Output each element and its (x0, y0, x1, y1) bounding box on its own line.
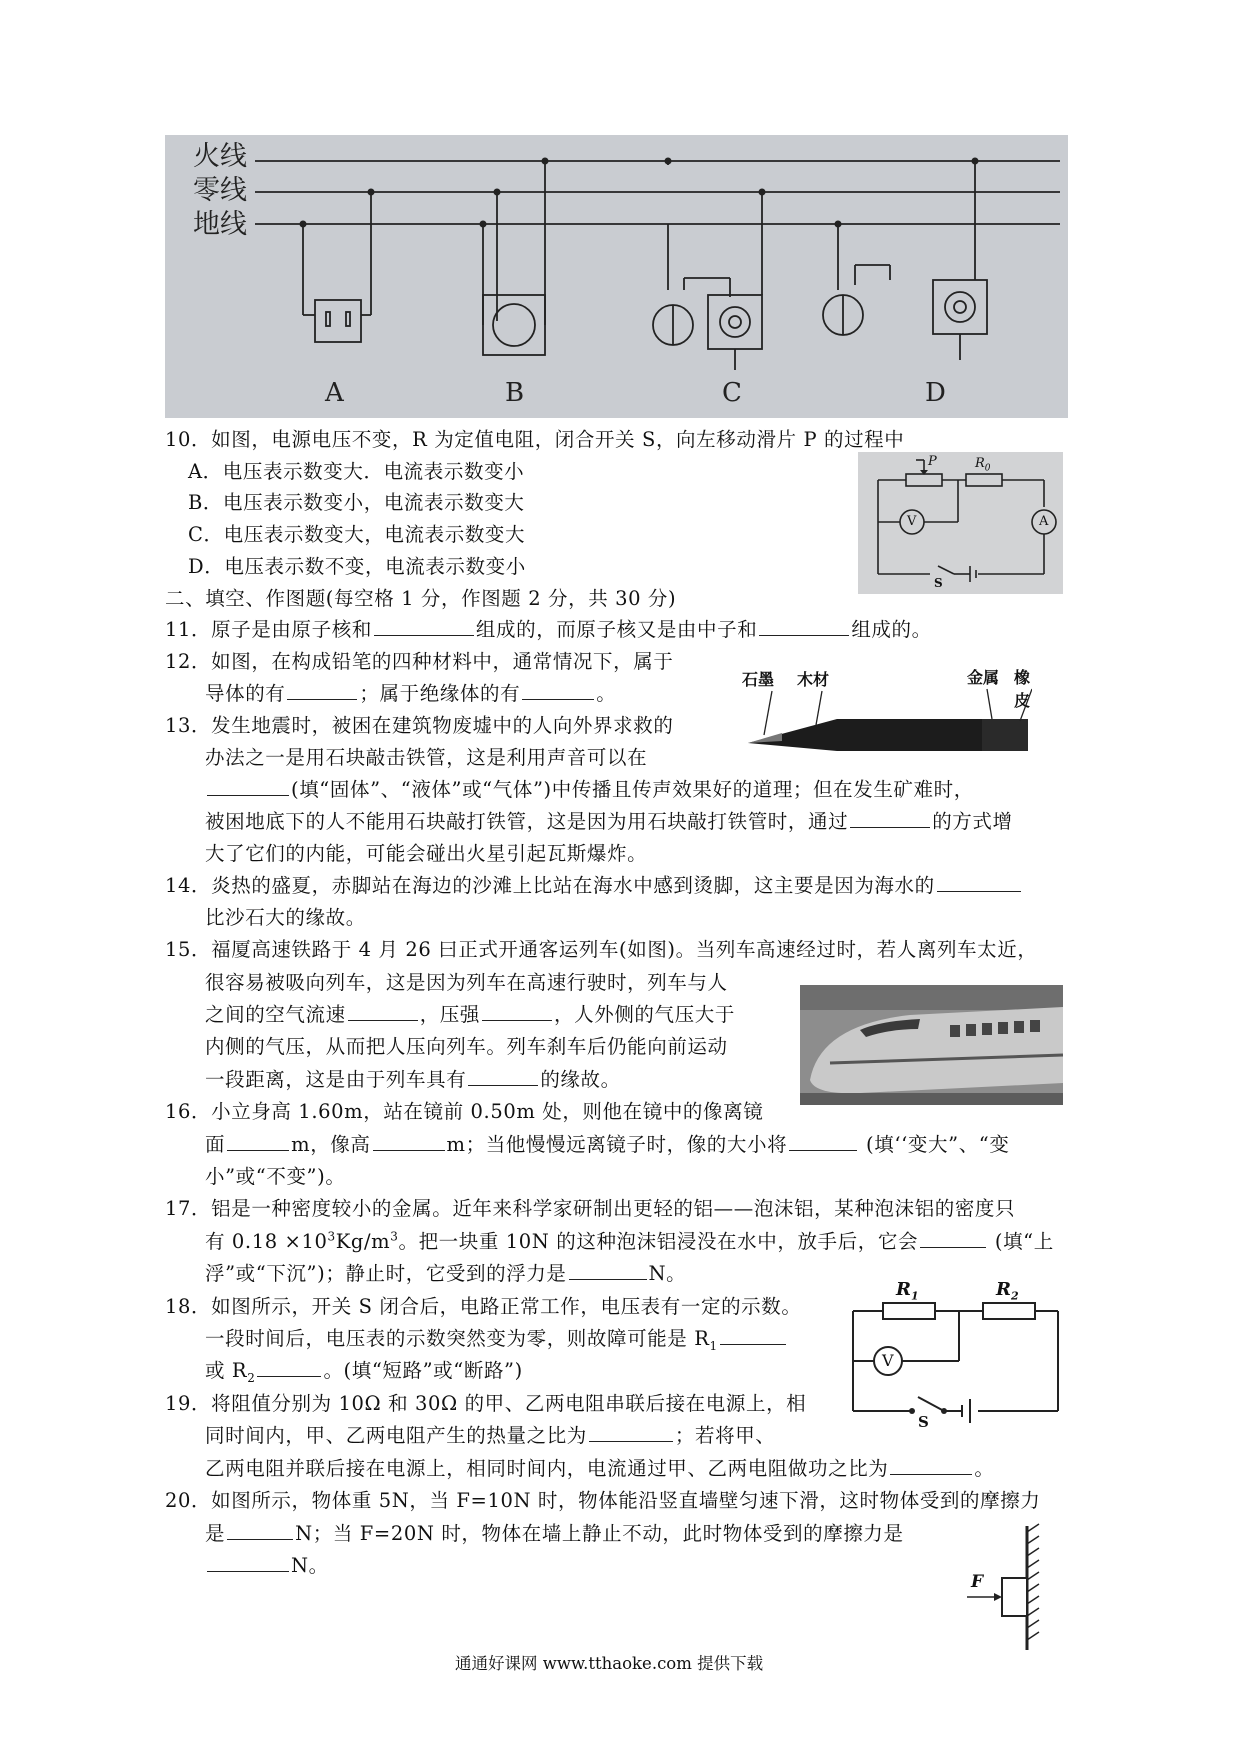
q18-blank-2[interactable] (257, 1358, 321, 1377)
q12-pencil-figure (742, 665, 1032, 755)
q19-line-1: 19．将阻值分别为 10Ω 和 30Ω 的甲、乙两电阻串联后接在电源上，相 (165, 1392, 807, 1415)
q18-line-3 (205, 1356, 523, 1386)
q18-circuit-figure (848, 1279, 1063, 1433)
q11-part-a: 11．原子是由原子核和 (165, 618, 372, 641)
q18-blank-1[interactable] (720, 1326, 786, 1345)
q19-blank-2[interactable] (890, 1456, 972, 1475)
q15-line-1: 15．福厦高速铁路于 4 月 26 曰正式开通客运列车(如图)。当列车高速经过时，若人离列车太近， (165, 938, 1038, 961)
q19-line-2 (205, 1421, 775, 1451)
option-label-d: D (925, 378, 946, 408)
q19-part-3b: 。 (974, 1457, 995, 1480)
q15-part-3a: 之间的空气流速 (205, 1003, 346, 1026)
wire-label-neutral: 零线 (193, 175, 247, 206)
q13-line-2: 办法之一是用石块敲击铁管，这是利用声音可以在 (205, 746, 648, 769)
q13-line-4 (205, 807, 1013, 837)
q10-option-a: A．电压表示数变大．电流表示数变小 (188, 460, 525, 483)
q13-blank-1[interactable] (207, 777, 289, 796)
q20-label-f: F (971, 1572, 984, 1592)
q17-line-2 (205, 1227, 1054, 1257)
q13-part-4a: 被困地底下的人不能用石块敲打铁管，这是因为用石块敲打铁管时，通过 (205, 810, 849, 833)
q15-blank-1[interactable] (348, 1002, 418, 1021)
q16-part-2d: (填‘‘变大”、“变 (859, 1133, 1010, 1156)
q13-part-4b: 的方式增 (932, 810, 1013, 833)
q12-blank-2[interactable] (522, 681, 594, 700)
q10-option-c: C．电压表示数变大，电流表示数变大 (188, 523, 526, 546)
q17-line-3 (205, 1259, 686, 1289)
q20-wall-figure (965, 1522, 1045, 1654)
q18-label-r1-sub: 1 (910, 1289, 919, 1303)
q20-line-1: 20．如图所示，物体重 5N，当 F=10N 时，物体能沿竖直墙壁匀速下滑，这时物体受到的摩擦力 (165, 1489, 1041, 1512)
q18-part-3a: 或 R (205, 1359, 248, 1382)
q15-line-4: 内侧的气压，从而把人压向列车。列车刹车后仍能向前运动 (205, 1035, 728, 1058)
q17-part-3a: 浮”或“下沉”)；静止时，它受到的浮力是 (205, 1262, 567, 1285)
q14-line-1 (165, 871, 1023, 901)
q20-blank-2[interactable] (207, 1553, 289, 1572)
pencil-label-metal: 金属 (967, 668, 1000, 687)
q12-part-a: 导体的有 (205, 682, 286, 705)
q15-line-3 (205, 1000, 735, 1030)
q17-sup-2: 3 (390, 1229, 399, 1244)
q12-line-1: 12．如图，在构成铅笔的四种材料中，通常情况下，属于 (165, 650, 674, 673)
q10-label-a: A (1039, 514, 1049, 529)
q19-line-3 (205, 1454, 995, 1484)
q10-label-p: P (928, 454, 937, 469)
q15-part-5a: 一段距离，这是由于列车具有 (205, 1068, 467, 1091)
pencil-label-graphite: 石墨 (742, 670, 775, 689)
option-label-c: C (722, 378, 742, 408)
q15-part-3c: ，人外侧的气压大于 (554, 1003, 735, 1026)
q12-part-b: ；属于绝缘体的有 (359, 682, 521, 705)
q20-part-2a: 是 (205, 1522, 226, 1545)
q18-part-3b: 。(填“短路”或“断路”) (323, 1359, 523, 1382)
q12-blank-1[interactable] (287, 681, 357, 700)
q10-option-d: D．电压表示数不变，电流表示数变小 (188, 555, 526, 578)
q20-blank-1[interactable] (227, 1521, 293, 1540)
q14-line-2: 比沙石大的缘故。 (205, 906, 366, 929)
q18-label-r2-main: R (996, 1279, 1011, 1300)
wire-label-ground: 地线 (193, 209, 247, 240)
q16-blank-1[interactable] (227, 1132, 289, 1151)
q18-label-r1 (896, 1279, 919, 1303)
q17-sup-1: 3 (327, 1229, 336, 1244)
q18-line-2 (205, 1324, 788, 1354)
q18-label-v: V (882, 1351, 894, 1370)
option-label-a: A (325, 378, 344, 408)
q17-part-3b: N。 (648, 1262, 687, 1285)
q16-part-2c: m；当他慢慢远离镜子时，像的大小将 (446, 1133, 788, 1156)
q12-part-c: 。 (596, 682, 617, 705)
q18-label-s: S (918, 1413, 929, 1431)
q16-line-1: 16．小立身高 1.60m，站在镜前 0.50m 处，则他在镜中的像离镜 (165, 1100, 764, 1123)
pencil-label-eraser: 橡皮 (1014, 668, 1031, 710)
q11-part-b: 组成的，而原子核又是由中子和 (475, 618, 758, 641)
q13-line-1: 13．发生地震时，被困在建筑物废墟中的人向外界求救的 (165, 714, 674, 737)
q10-circuit-figure (858, 452, 1063, 594)
pencil-label-wood: 木材 (797, 670, 830, 689)
q17-line-1: 17．铝是一种密度较小的金属。近年来科学家研制出更轻的铝——泡沫铝，某种泡沫铝的密度只 (165, 1197, 1016, 1220)
q13-line-3 (205, 775, 974, 805)
q10-label-v: V (907, 514, 917, 529)
q20-line-3 (205, 1551, 329, 1581)
q11-part-c: 组成的。 (851, 618, 932, 641)
q15-train-photo (800, 985, 1063, 1105)
q15-blank-2[interactable] (482, 1002, 552, 1021)
q17-part-2b: Kg/m (335, 1230, 391, 1253)
q14-blank-1[interactable] (937, 873, 1021, 892)
q15-line-5 (205, 1065, 621, 1095)
q15-part-3b: ，压强 (419, 1003, 481, 1026)
q11-blank-1[interactable] (374, 617, 474, 636)
q16-part-2b: m，像高 (291, 1133, 371, 1156)
q16-line-3: 小”或“不变”)。 (205, 1165, 346, 1188)
q17-part-2d: (填“上 (988, 1230, 1054, 1253)
q17-part-2c: 。把一块重 10N 的这种泡沫铝浸没在水中，放手后，它会 (398, 1230, 919, 1253)
q20-part-2b: N；当 F=20N 时，物体在墙上静止不动，此时物体受到的摩擦力是 (295, 1522, 904, 1545)
q15-part-5b: 的缘故。 (540, 1068, 621, 1091)
q18-sub-2: 2 (247, 1370, 256, 1385)
q13-line-5: 大了它们的内能，可能会碰出火星引起瓦斯爆炸。 (205, 842, 648, 865)
q19-blank-1[interactable] (589, 1423, 673, 1442)
q17-part-2a: 有 0.18 ×10 (205, 1230, 328, 1253)
q18-label-r2-sub: 2 (1010, 1289, 1019, 1303)
q20-part-3: N。 (291, 1554, 329, 1577)
q18-sub-1: 1 (709, 1338, 718, 1353)
q10-stem: 10．如图，电源电压不变，R 为定值电阻，闭合开关 S，向左移动滑片 P 的过程中 (165, 428, 905, 451)
q10-label-r0 (975, 456, 991, 474)
q18-label-r2 (996, 1279, 1019, 1303)
q16-blank-3[interactable] (789, 1132, 857, 1151)
q19-part-3a: 乙两电阻并联后接在电源上，相同时间内，电流通过甲、乙两电阻做功之比为 (205, 1457, 889, 1480)
q18-label-r1-main: R (896, 1279, 911, 1300)
q19-part-2a: 同时间内，甲、乙两电阻产生的热量之比为 (205, 1424, 587, 1447)
q10-label-s: S (934, 576, 943, 590)
q10-label-r: R (975, 456, 985, 471)
q16-blank-2[interactable] (373, 1132, 445, 1151)
q13-blank-2[interactable] (850, 809, 930, 828)
q19-part-2b: ；若将甲、 (674, 1424, 776, 1447)
q14-part-a: 14．炎热的盛夏，赤脚站在海边的沙滩上比站在海水中感到烫脚，这主要是因为海水的 (165, 874, 935, 897)
q15-line-2: 很容易被吸向列车，这是因为列车在高速行驶时，列车与人 (205, 971, 728, 994)
option-label-b: B (505, 378, 525, 408)
q20-line-2 (205, 1519, 904, 1549)
q18-part-2a: 一段时间后，电压表的示数突然变为零，则故障可能是 R (205, 1327, 710, 1350)
q10-option-b: B．电压表示数变小，电流表示数变大 (188, 491, 525, 514)
footer-source: 通通好课网 www.tthaoke.com 提供下载 (455, 1654, 764, 1673)
q18-line-1: 18．如图所示，开关 S 闭合后，电路正常工作，电压表有一定的示数。 (165, 1295, 802, 1318)
section2-title: 二、填空、作图题(每空格 1 分，作图题 2 分，共 30 分) (165, 587, 677, 610)
q12-line-2 (205, 679, 616, 709)
wire-label-live: 火线 (193, 141, 247, 172)
q10-label-r-sub: 0 (984, 463, 991, 474)
q11 (165, 615, 932, 645)
wiring-figure (165, 135, 1068, 418)
q17-blank-1[interactable] (920, 1229, 986, 1248)
q15-blank-3[interactable] (468, 1067, 538, 1086)
q16-part-2a: 面 (205, 1133, 226, 1156)
q17-blank-2[interactable] (569, 1261, 647, 1280)
q13-part-3: (填“固体”、“液体”或“气体”)中传播且传声效果好的道理；但在发生矿难时， (291, 778, 974, 801)
q11-blank-2[interactable] (759, 617, 849, 636)
q16-line-2 (205, 1130, 1009, 1160)
